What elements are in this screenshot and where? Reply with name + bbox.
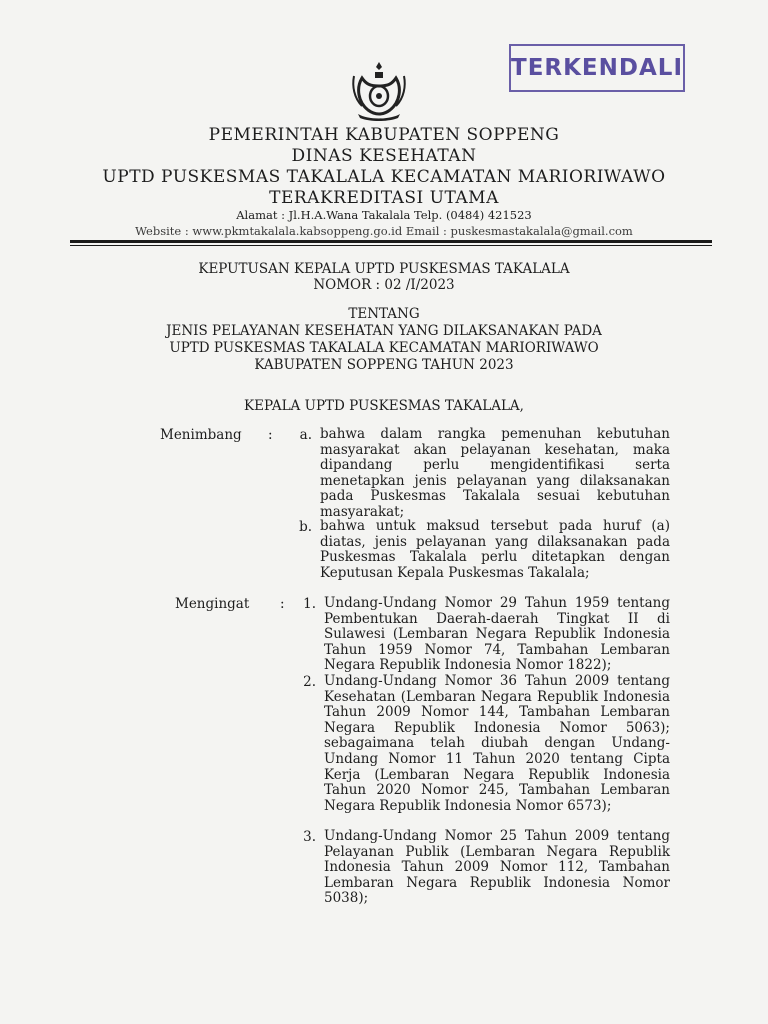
mengingat-item-marker: 2. [303, 674, 316, 690]
mengingat-item: Undang-Undang Nomor 29 Tahun 1959 tentang Pembentukan Daerah-daerah Tingkat II di Sulawesi (Lembaran Negara Republik Indonesia Tahun 1959 Nomor 74, Tambahan Lembaran Negara Republik Indonesia Nomor 1822); [324, 595, 670, 674]
letterhead-unit: UPTD PUSKESMAS TAKALALA KECAMATAN MARIORIWAWO [102, 167, 666, 187]
letterhead-department: DINAS KESEHATAN [291, 146, 477, 166]
letterhead-contact: Website : www.pkmtakalala.kabsoppeng.go.id Email : puskesmastakalala@gmail.com [135, 224, 633, 238]
decree-subject-line2: UPTD PUSKESMAS TAKALALA KECAMATAN MARIORIWAWO [169, 340, 599, 356]
menimbang-label: Menimbang [160, 427, 242, 443]
letterhead-address: Alamat : Jl.H.A.Wana Takalala Telp. (0484) 421523 [236, 208, 532, 222]
decree-title: KEPUTUSAN KEPALA UPTD PUSKESMAS TAKALALA [198, 261, 570, 277]
mengingat-item: Undang-Undang Nomor 36 Tahun 2009 tentang Kesehatan (Lembaran Negara Republik Indonesia Tahun 2009 Nomor 144, Tambahan Lembaran Negara Republik Indonesia Nomor 5063); sebagaimana telah diubah dengan Undang-Undang Nomor 11 Tahun 2020 tentang Cipta Kerja (Lembaran Negara Republik Indonesia Tahun 2020 Nomor 245, Tambahan Lembaran Negara Republik Indonesia Nomor 6573); [324, 673, 670, 814]
mengingat-item: Undang-Undang Nomor 25 Tahun 2009 tentang Pelayanan Publik (Lembaran Negara Republik Indonesia Tahun 2009 Nomor 112, Tambahan Lembaran Negara Republik Indonesia Nomor 5038); [324, 828, 670, 907]
regency-emblem-icon [348, 58, 410, 122]
menimbang-item: bahwa untuk maksud tersebut pada huruf (a) diatas, jenis pelayanan yang dilaksanakan pada Puskesmas Takalala perlu ditetapkan dengan Keputusan Kepala Puskesmas Takalala; [320, 518, 670, 581]
letterhead-divider-thick [70, 240, 712, 243]
terkendali-stamp: TERKENDALI [509, 44, 685, 92]
mengingat-item-marker: 1. [303, 596, 316, 612]
menimbang-colon: : [268, 427, 273, 443]
letterhead-divider-thin [70, 245, 712, 246]
decree-subject-line3: KABUPATEN SOPPENG TAHUN 2023 [254, 357, 514, 373]
mengingat-colon: : [280, 596, 285, 612]
decree-official: KEPALA UPTD PUSKESMAS TAKALALA, [244, 398, 524, 414]
decree-number: NOMOR : 02 /I/2023 [313, 277, 455, 293]
mengingat-item-marker: 3. [303, 829, 316, 845]
mengingat-label: Mengingat [175, 596, 250, 612]
decree-subject-line1: JENIS PELAYANAN KESEHATAN YANG DILAKSANAKAN PADA [166, 323, 602, 339]
menimbang-item-marker: a. [299, 427, 312, 443]
letterhead-government: PEMERINTAH KABUPATEN SOPPENG [208, 125, 560, 145]
decree-about: TENTANG [348, 306, 420, 322]
menimbang-item-marker: b. [299, 519, 312, 535]
menimbang-item: bahwa dalam rangka pemenuhan kebutuhan masyarakat akan pelayanan kesehatan, maka dipandang perlu mengidentifikasi serta menetapkan jenis pelayanan yang dilaksanakan pada Puskesmas Takalala sesuai kebutuhan masyarakat; [320, 426, 670, 520]
letterhead-accreditation: TERAKREDITASI UTAMA [269, 188, 499, 208]
